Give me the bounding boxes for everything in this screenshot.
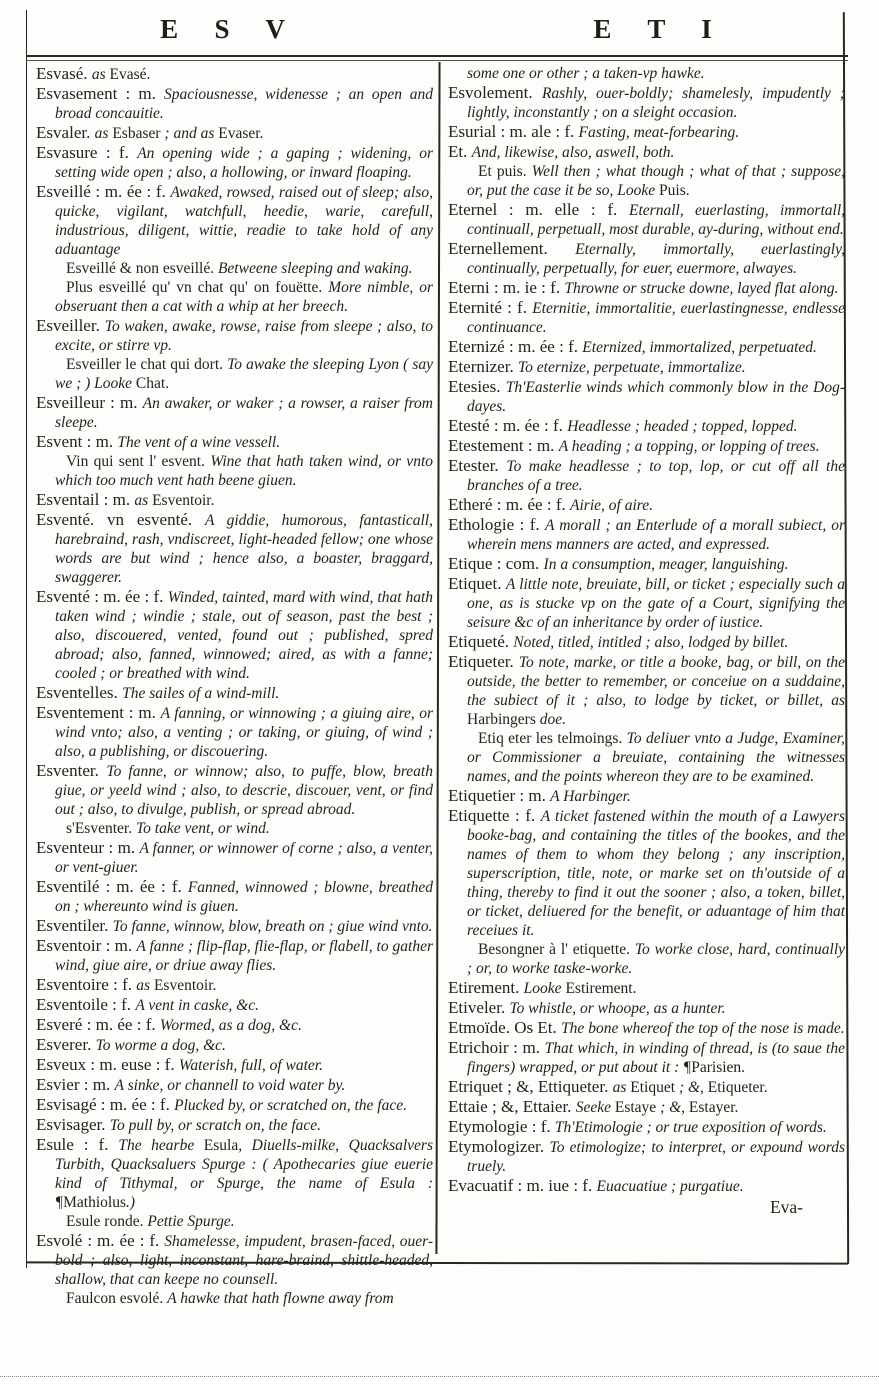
dictionary-entry — [36, 587, 433, 683]
dictionary-entry — [448, 729, 845, 786]
entry-headword-text: Parisien. — [691, 1059, 746, 1076]
dictionary-entry — [448, 632, 845, 652]
entry-headword-text: Esventiler. — [36, 916, 113, 935]
entry-gloss-text: The sailes of a wind-mill. — [122, 685, 280, 702]
entry-headword-text: Esveillé & non esveillé. — [66, 260, 218, 277]
dictionary-entry — [36, 1095, 433, 1115]
page-edge-dotted-line — [0, 1376, 879, 1377]
entry-headword-text: Esvaler. — [36, 123, 95, 142]
entry-gloss-text: Th'Easterlie winds which commonly blow in the Dog-dayes. — [467, 379, 845, 415]
dictionary-entry — [36, 1135, 433, 1212]
entry-headword-text: Esvolement. — [448, 83, 542, 102]
dictionary-entry — [448, 978, 845, 998]
entry-gloss-text: The vent of a wine vessell. — [117, 434, 281, 451]
dictionary-entry — [36, 259, 433, 278]
dictionary-column-right — [448, 64, 845, 1217]
entry-gloss-text: A ticket fastened within the mouth of a Lawyers booke-bag, and containing the titles of the bookes, and the names of them to whom they belong ; any inscription, superscription, title, note, or marke set on th'outside of a thing, thereby to find it out the sooner ; also, a token, billet, or ticket, deliuered for the benefit, or aduantage of him that receiues it. — [467, 808, 846, 939]
entry-headword-text: Etique : com. — [448, 554, 544, 573]
entry-headword-text: Esveux : m. euse : f. — [36, 1055, 179, 1074]
entry-headword-text: Esventoire : f. — [36, 975, 137, 994]
entry-gloss-text: Rashly, ouer-boldly; shamelesly, impudently ; lightly, inconstantly ; on a sleight occasion. — [467, 85, 845, 121]
entry-gloss-text: Well then ; what though ; what of that ; suppose, or, put the case it be so, Looke — [467, 163, 845, 199]
left-page-border — [22, 10, 27, 1268]
dictionary-entry — [448, 1038, 845, 1077]
dictionary-entry — [448, 162, 845, 200]
entry-gloss-text: To worke close, hard, continually ; or, to worke taske-worke. — [467, 941, 845, 977]
dictionary-entry — [448, 239, 845, 278]
entry-headword-text: Etiquette : f. — [448, 806, 541, 825]
entry-gloss-text: Euacuatiue ; purgatiue. — [596, 1178, 744, 1195]
entry-gloss-text: And, likewise, also, aswell, both. — [471, 144, 675, 161]
entry-headword-text: Etiveler. — [448, 998, 510, 1017]
entry-headword-text: Eternizé : m. ée : f. — [448, 337, 583, 356]
entry-gloss-text: doe. — [535, 711, 567, 728]
entry-headword-text: Etester. — [448, 456, 507, 475]
dictionary-entry — [448, 200, 845, 239]
entry-gloss-text: Awaked, rowsed, raised out of sleep; also, quicke, vigilant, watchfull, heedie, warie, carefull, industrious, diligent, wittie, readie to take hold of any aduantage — [55, 184, 433, 258]
dictionary-entry — [36, 1289, 433, 1308]
entry-gloss-text: Th'Etimologie ; or true exposition of words. — [554, 1119, 827, 1136]
dictionary-entry — [448, 495, 845, 515]
entry-gloss-text: The bone whereof the top of the nose is made. — [561, 1020, 845, 1037]
entry-headword-text: Etirement. — [448, 978, 524, 997]
entry-gloss-text: Headlesse ; headed ; topped, lopped. — [567, 418, 798, 435]
entry-gloss-text: as — [612, 1079, 631, 1096]
entry-headword-text: Eterni : m. ie : f. — [448, 278, 565, 297]
dictionary-entry — [36, 84, 433, 123]
entry-gloss-text: To fanne, winnow, blow, breath on ; giue wind vnto. — [112, 918, 433, 935]
entry-headword-text: Esventoir : m. — [36, 936, 137, 955]
entry-headword-text: Et puis. — [478, 163, 532, 180]
entry-headword-text: Etheré : m. ée : f. — [448, 495, 571, 514]
entry-gloss-text: To worme a dog, &c. — [95, 1037, 226, 1054]
dictionary-entry — [448, 940, 845, 978]
dictionary-entry — [36, 393, 433, 432]
dictionary-entry — [36, 64, 433, 84]
dictionary-entry — [448, 298, 845, 337]
entry-headword-text: Etiqueter. — [707, 1079, 768, 1096]
entry-headword-text: Etymologizer. — [448, 1137, 550, 1156]
dictionary-entry — [36, 182, 433, 259]
dictionary-entry — [36, 143, 433, 182]
entry-gloss-text: A sinke, or channell to void water by. — [114, 1077, 346, 1094]
dictionary-entry — [36, 1212, 433, 1231]
entry-headword-text: Esule ronde. — [66, 1213, 148, 1230]
dictionary-entry — [448, 142, 845, 162]
dictionary-entry — [36, 703, 433, 761]
dictionary-entry — [448, 278, 845, 298]
entry-headword-text: Esventer. — [36, 761, 107, 780]
entry-headword-text: Vin qui sent l' esvent. — [66, 453, 211, 470]
entry-headword-text: Esventilé : m. ée : f. — [36, 877, 188, 896]
entry-gloss-text: Looke — [523, 980, 566, 997]
entry-gloss-text: as — [136, 977, 154, 994]
dictionary-entry — [36, 975, 433, 995]
entry-gloss-text: Plucked by, or scratched on, the face. — [174, 1097, 407, 1114]
catchword: Eva- — [769, 1197, 803, 1217]
entry-headword-text: Esurial : m. ale : f. — [448, 122, 579, 141]
entry-gloss-text: A hawke that hath flowne away from — [167, 1290, 394, 1307]
entry-gloss-text: A fanne ; flip-flap, flie-flap, or flabell, to gather wind, giue aire, or driue away flies. — [55, 938, 433, 974]
entry-headword-text: Esula — [203, 1137, 239, 1154]
dictionary-entry — [36, 761, 433, 819]
entry-gloss-text: A fanner, or winnower of corne ; also, a venter, or vent-giuer. — [55, 840, 433, 876]
entry-headword-text: Etiquetier : m. — [448, 786, 551, 805]
entry-headword-text: Et. — [448, 142, 472, 161]
entry-headword-text: Esvasure : f. — [36, 143, 138, 162]
entry-gloss-text: .) — [125, 1194, 136, 1211]
dictionary-entry — [36, 316, 433, 355]
running-head-eti: E T I — [593, 14, 727, 44]
dictionary-entry — [36, 1115, 433, 1135]
dictionary-entry — [448, 416, 845, 436]
entry-headword-text: Esventement : m. — [36, 703, 161, 722]
entry-headword-text: Etestement : m. — [448, 436, 559, 455]
entry-headword-text: Etesies. — [448, 377, 506, 396]
entry-gloss-text: as — [134, 492, 153, 509]
entry-headword-text: Etiq eter les telmoings. — [478, 730, 627, 747]
dictionary-entry — [448, 357, 845, 377]
entry-gloss-text: Eternitie, immortalitie, euerlastingnesse, endlesse continuance. — [467, 300, 846, 336]
entry-headword-text: Esventelles. — [36, 683, 123, 702]
dictionary-entry — [448, 83, 845, 122]
dictionary-column-left — [36, 64, 433, 1308]
running-head-esv: E S V — [160, 14, 300, 44]
entry-gloss-text: To etimologize; to interpret, or expound words truely. — [467, 1139, 845, 1175]
entry-headword-text: Evaser. — [218, 125, 264, 142]
entry-headword-text: Esveiller. — [36, 316, 105, 335]
entry-gloss-text: ; and as — [160, 125, 219, 142]
entry-headword-text: Esvier : m. — [36, 1075, 115, 1094]
entry-gloss-text: To fanne, or winnow; also, to puffe, blow, breath giue, or yeeld wind ; also, to descrie, discouer, vent, or find out ; also, to divulge, publish, or spread abroad. — [55, 763, 433, 818]
entry-headword-text: Etiquet. — [448, 574, 506, 593]
entry-gloss-text: Fanned, winnowed ; blowne, breathed on ; whereunto wind is giuen. — [55, 879, 433, 915]
entry-gloss-text: Throwne or strucke downe, layed flat along. — [564, 280, 839, 297]
entry-headword-text: Esventail : m. — [36, 490, 135, 509]
entry-gloss-text: A vent in caske, &c. — [135, 997, 259, 1014]
entry-gloss-text: Eternall, euerlasting, immortall, continuall, perpetuall, most durable, ay-during, without end. — [467, 202, 846, 238]
entry-gloss-text: Eternally, immortally, euerlastingly, continually, perpetually, for euer, euermore, alwayes. — [467, 241, 845, 277]
dictionary-entry — [36, 432, 433, 452]
dictionary-entry — [36, 510, 433, 587]
entry-gloss-text: Fasting, meat-forbearing. — [578, 124, 740, 141]
dictionary-entry — [448, 1137, 845, 1176]
entry-gloss-text: A Harbinger. — [550, 788, 631, 805]
entry-headword-text: Eternellement. — [448, 239, 576, 258]
dictionary-entry — [448, 1018, 845, 1038]
entry-headword-text: Puis. — [659, 182, 690, 199]
entry-headword-text: Esventeur : m. — [36, 838, 140, 857]
dictionary-entry — [36, 490, 433, 510]
entry-headword-text: Ettaie ; &, Ettaier. — [448, 1097, 576, 1116]
entry-gloss-text: as — [94, 125, 113, 142]
entry-headword-text: Esvisagé : m. ée : f. — [36, 1095, 175, 1114]
dictionary-entry — [448, 806, 845, 940]
entry-gloss-text: Shamelesse, impudent, brasen-faced, ouer-bold ; also, light, inconstant, hare-braind, shittle-headed, shallow, that can keepe no counsell. — [55, 1233, 434, 1288]
entry-gloss-text: some one or other ; a taken-vp hawke. — [467, 65, 705, 82]
dictionary-entry — [36, 683, 433, 703]
entry-gloss-text: To make headlesse ; to top, lop, or cut off all the branches of a tree. — [467, 458, 845, 494]
entry-gloss-text: Noted, titled, intitled ; also, lodged by billet. — [513, 634, 789, 651]
entry-gloss-text: ; &, — [656, 1099, 689, 1116]
entry-gloss-text: To note, marke, or title a booke, bag, or bill, on the outside, the better to remember, or conceiue on a suddaine, the subiect of it ; also, to lodge by ticket, or billet, as — [467, 654, 846, 709]
dictionary-entry — [448, 1117, 845, 1137]
entry-gloss-text: To whistle, or whoope, as a hunter. — [509, 1000, 726, 1017]
dictionary-entry — [36, 1231, 433, 1289]
entry-gloss-text: A little note, breuiate, bill, or ticket ; especially such a one, as is stucke vp on the gate of a Court, signifying the seisure &c of an inheritance by order of iustice. — [467, 576, 845, 631]
header-rule — [26, 55, 848, 61]
entry-gloss-text: The hearbe — [118, 1137, 204, 1154]
entry-continuation — [448, 64, 845, 83]
entry-headword-text: Harbingers — [467, 711, 536, 728]
entry-gloss-text: To pull by, or scratch on, the face. — [109, 1117, 322, 1134]
dictionary-entry — [36, 355, 433, 393]
entry-headword-text: Esventoile : f. — [36, 995, 136, 1014]
entry-gloss-text: An awaker, or waker ; a rowser, a raiser from sleepe. — [55, 395, 434, 431]
dictionary-entry — [448, 574, 845, 632]
dictionary-entry — [36, 995, 433, 1015]
entry-gloss-text: In a consumption, meager, languishing. — [543, 556, 789, 573]
entry-gloss-text: To eternize, perpetuate, immortalize. — [517, 359, 746, 376]
entry-gloss-text: An opening wide ; a gaping ; widening, or setting wide open ; also, a hollowing, or inward floaping. — [55, 145, 433, 181]
dictionary-entry — [36, 877, 433, 916]
entry-headword-text: Esvolé : m. ée : f. — [36, 1231, 165, 1250]
entry-headword-text: Esventoir. — [153, 977, 217, 994]
dictionary-entry — [448, 377, 845, 416]
entry-headword-text: s'Esventer. — [66, 820, 136, 837]
entry-headword-text: Esventé : m. ée : f. — [36, 587, 168, 606]
dictionary-entry — [448, 554, 845, 574]
dictionary-entry — [448, 515, 845, 554]
dictionary-entry — [36, 1075, 433, 1095]
entry-gloss-text: Winded, tainted, mard with wind, that hath taken wind ; windie ; stale, out of season, past the best ; also, discouered, vented, found out ; published, spred abroad; also, fanned, winnowed; aired, as with a fanne; cooled ; or breathed with wind. — [55, 589, 433, 682]
entry-gloss-text: Seeke — [575, 1099, 615, 1116]
entry-gloss-text: , Diuells-milke, Quacksalvers Turbith, Quacksaluers Spurge : ( Apothecaries giue euerie kind of Tithymal, or Spurge, the name of Esula : ¶ — [55, 1137, 433, 1211]
entry-gloss-text: Wine that hath taken wind, or vnto which too much vent hath beene giuen. — [55, 453, 433, 489]
dictionary-entry — [448, 337, 845, 357]
entry-headword-text: Esvasé. — [36, 64, 92, 83]
column-divider-rule — [435, 62, 440, 1254]
entry-headword-text: Esveiller le chat qui dort. — [66, 356, 228, 373]
entry-headword-text: Ethologie : f. — [448, 515, 546, 534]
entry-gloss-text: To take vent, or wind. — [135, 820, 270, 837]
entry-gloss-text: Betweene sleeping and waking. — [217, 260, 413, 277]
entry-headword-text: Esvisager. — [36, 1115, 110, 1134]
entry-gloss-text: To waken, awake, rowse, raise from sleepe ; also, to excite, or stirre vp. — [55, 318, 434, 354]
dictionary-entry — [448, 652, 845, 729]
entry-headword-text: Esveré : m. ée : f. — [36, 1015, 160, 1034]
dictionary-entry — [36, 936, 433, 975]
dictionary-entry — [36, 916, 433, 936]
dictionary-entry — [36, 452, 433, 490]
entry-headword-text: Esbaser — [112, 125, 161, 142]
entry-headword-text: Esverer. — [36, 1035, 96, 1054]
dictionary-entry — [36, 123, 433, 143]
entry-gloss-text: That which, in winding of thread, is (to saue the fingers) wrapped, or put about it : ¶ — [467, 1040, 845, 1076]
dictionary-entry — [36, 838, 433, 877]
entry-headword-text: Esvent : m. — [36, 432, 118, 451]
dictionary-entry — [448, 456, 845, 495]
entry-headword-text: Etiqueter. — [448, 652, 519, 671]
entry-gloss-text: Waterish, full, of water. — [178, 1057, 323, 1074]
dictionary-entry — [448, 1176, 845, 1196]
entry-gloss-text: A giddie, humorous, fantasticall, harebraind, rash, vndiscreet, light-headed fellow; one whose words are but wind ; hence also, a boaster, braggard, swaggerer. — [55, 512, 433, 586]
dictionary-entry — [448, 998, 845, 1018]
entry-headword-text: Eternizer. — [448, 357, 518, 376]
dictionary-entry — [448, 436, 845, 456]
entry-headword-text: Etymologie : f. — [448, 1117, 555, 1136]
entry-gloss-text: Pettie Spurge. — [147, 1213, 235, 1230]
entry-headword-text: Faulcon esvolé. — [66, 1290, 168, 1307]
entry-gloss-text: Spaciousnesse, widenesse ; an open and broad concauitie. — [55, 86, 433, 122]
entry-headword-text: Eternité : f. — [448, 298, 533, 317]
entry-headword-text: Etriquet ; &, Ettiqueter. — [448, 1077, 613, 1096]
dictionary-entry — [448, 1097, 845, 1117]
entry-headword-text: Estirement. — [565, 980, 637, 997]
dictionary-entry — [36, 1015, 433, 1035]
dictionary-entry — [36, 1055, 433, 1075]
entry-headword-text: Esventoir. — [152, 492, 215, 509]
entry-headword-text: Estayer. — [688, 1099, 739, 1116]
entry-headword-text: Evasé. — [109, 66, 151, 83]
entry-headword-text: Etiqueté. — [448, 632, 514, 651]
entry-headword-text: Chat. — [135, 375, 170, 392]
entry-gloss-text: A morall ; an Enterlude of a morall subiect, or wherein mens manners are acted, and expressed. — [467, 517, 845, 553]
entry-gloss-text: as — [91, 66, 110, 83]
entry-headword-text: Estaye — [614, 1099, 657, 1116]
entry-headword-text: Etesté : m. ée : f. — [448, 416, 568, 435]
entry-headword-text: Esveilleur : m. — [36, 393, 143, 412]
dictionary-entry — [36, 278, 433, 316]
entry-gloss-text: To deliuer vnto a Judge, Examiner, or Commissioner a breuiate, containing the witnesses names, and the points whereon they are to be examined. — [467, 730, 845, 785]
entry-headword-text: Mathiolus — [63, 1194, 126, 1211]
entry-gloss-text: Wormed, as a dog, &c. — [159, 1017, 302, 1034]
entry-gloss-text: A heading ; a topping, or lopping of trees. — [558, 438, 820, 455]
entry-headword-text: Etmoïde. Os Et. — [448, 1018, 562, 1037]
dictionary-entry — [448, 122, 845, 142]
entry-gloss-text: A fanning, or winnowing ; a giuing aire, or wind vnto; also, a venting ; or taking, or giuing, of wind ; also, a publishing, or discouering. — [55, 705, 433, 760]
entry-headword-text: Esveillé : m. ée : f. — [36, 182, 171, 201]
dictionary-entry — [448, 1077, 845, 1097]
entry-headword-text: Evacuatif : m. iue : f. — [448, 1176, 597, 1195]
entry-headword-text: Etiquet — [630, 1079, 676, 1096]
entry-headword-text: Besongner à l' etiquette. — [478, 941, 635, 958]
dictionary-entry — [448, 786, 845, 806]
entry-headword-text: Esule : f. — [36, 1135, 119, 1154]
dictionary-entry — [36, 1035, 433, 1055]
entry-gloss-text: Airie, of aire. — [570, 497, 653, 514]
entry-headword-text: Etrichoir : m. — [448, 1038, 545, 1057]
entry-headword-text: Esvasement : m. — [36, 84, 164, 103]
entry-gloss-text: To awake the sleeping Lyon ( say we ; ) Looke — [55, 356, 433, 392]
entry-gloss-text: Eternized, immortalized, perpetuated. — [582, 339, 817, 356]
entry-headword-text: Eternel : m. elle : f. — [448, 200, 630, 219]
entry-gloss-text: ; &, — [675, 1079, 708, 1096]
entry-headword-text: Plus esveillé qu' vn chat qu' on fouëtte. — [66, 279, 329, 296]
entry-headword-text: Esventé. vn esventé. — [36, 510, 205, 529]
dictionary-entry — [36, 819, 433, 838]
entry-gloss-text: More nimble, or obseruant then a cat with a whip at her breech. — [55, 279, 434, 315]
